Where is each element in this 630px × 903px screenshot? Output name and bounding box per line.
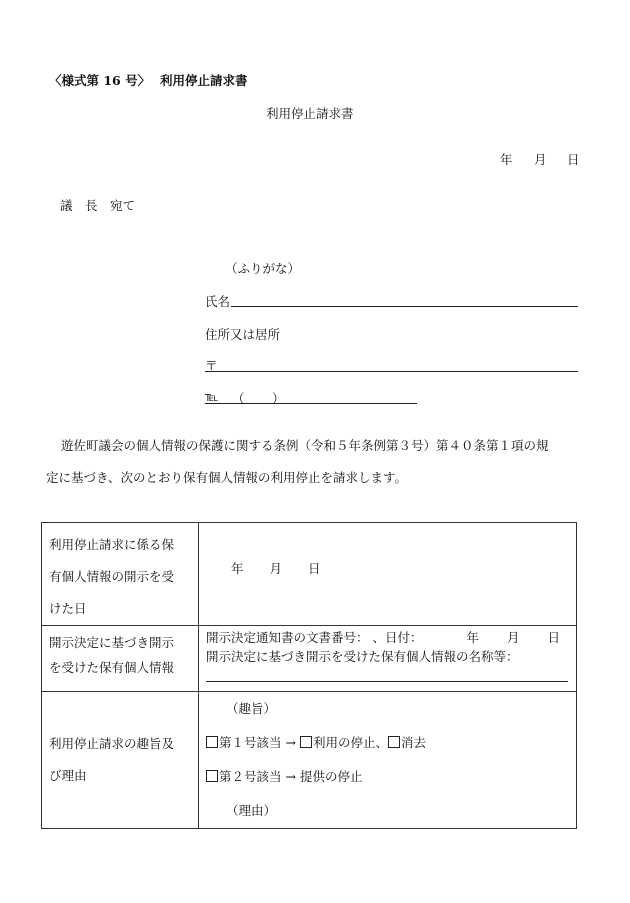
furigana-label: （ふりがな） <box>225 261 301 276</box>
date-label: 、日付： <box>372 630 423 645</box>
page-title: 利用停止請求書 <box>266 106 354 121</box>
info-name-label: 開示決定に基づき開示を受けた保有個人情報の名称等： <box>206 649 519 664</box>
tel-label: ℡ <box>205 389 219 404</box>
row2-label-line: 開示決定に基づき開示 <box>49 635 175 650</box>
option1-prefix: 第１号該当 <box>219 735 282 750</box>
address-field[interactable] <box>205 371 578 372</box>
addressee: 議 長 宛て <box>60 198 136 213</box>
purpose-label: （趣旨） <box>226 701 277 716</box>
tel-paren-open: （ <box>232 391 245 406</box>
form-number: 〈様式第 16 号〉 <box>49 73 151 88</box>
option1-erase: 消去 <box>400 735 426 750</box>
option-row-1 <box>206 726 576 760</box>
date-year-label: 年 <box>500 152 513 167</box>
arrow-icon: → <box>285 735 296 750</box>
doc-number-label: 開示決定通知書の文書番号： <box>206 630 369 645</box>
row3-label-line: 利用停止請求の趣旨及 <box>49 736 175 751</box>
checkbox-article2[interactable] <box>206 770 218 782</box>
date-day-label: 日 <box>567 152 580 167</box>
row2-year-label: 年 <box>466 630 479 645</box>
checkbox-stop-use[interactable] <box>300 736 312 748</box>
checkbox-erase[interactable] <box>388 736 400 748</box>
row2-label <box>42 626 199 692</box>
arrow-icon: → <box>285 769 296 784</box>
tel-paren-close: ） <box>272 391 285 406</box>
name-field[interactable] <box>231 306 578 307</box>
date-month-label: 月 <box>534 152 547 167</box>
row1-value[interactable] <box>199 523 577 626</box>
row3-label-line: び理由 <box>49 768 87 783</box>
reason-label: （理由） <box>226 803 277 818</box>
table-row-disclosed-info <box>42 626 577 692</box>
form-name: 利用停止請求書 <box>160 73 248 88</box>
info-name-field[interactable] <box>206 681 568 682</box>
row1-day-label: 日 <box>308 561 321 576</box>
request-table <box>41 522 577 829</box>
body-text-line2: 定に基づき、次のとおり保有個人情報の利用停止を請求します。 <box>46 470 408 485</box>
body-text-line1: 遊佐町議会の個人情報の保護に関する条例（令和５年条例第３号）第４０条第１項の規 <box>61 438 549 453</box>
table-row-disclosure-date <box>42 523 577 626</box>
tel-field[interactable] <box>205 403 417 404</box>
row1-month-label: 月 <box>269 561 283 576</box>
option1-stop-use: 利用の停止、 <box>312 735 388 750</box>
option2-result: 提供の停止 <box>299 769 363 784</box>
row3-value <box>199 692 577 829</box>
row3-label <box>42 692 199 829</box>
checkbox-article1[interactable] <box>206 736 218 748</box>
row2-value[interactable] <box>199 626 577 692</box>
name-label: 氏名 <box>205 294 231 309</box>
row1-label-line: 利用停止請求に係る保 <box>49 537 175 552</box>
option2-prefix: 第２号該当 <box>219 769 282 784</box>
option-row-2 <box>206 760 576 794</box>
table-row-purpose-reason <box>42 692 577 829</box>
row2-day-label: 日 <box>547 630 560 645</box>
row1-year-label: 年 <box>231 561 244 576</box>
row2-label-line: を受けた保有個人情報 <box>49 660 175 675</box>
row2-month-label: 月 <box>506 630 520 645</box>
address-label: 住所又は居所 <box>205 327 281 342</box>
postal-mark: 〒 <box>205 358 218 373</box>
row1-label-line: けた日 <box>49 601 87 616</box>
row1-label-line: 有個人情報の開示を受 <box>49 569 175 584</box>
row1-label <box>42 523 199 626</box>
